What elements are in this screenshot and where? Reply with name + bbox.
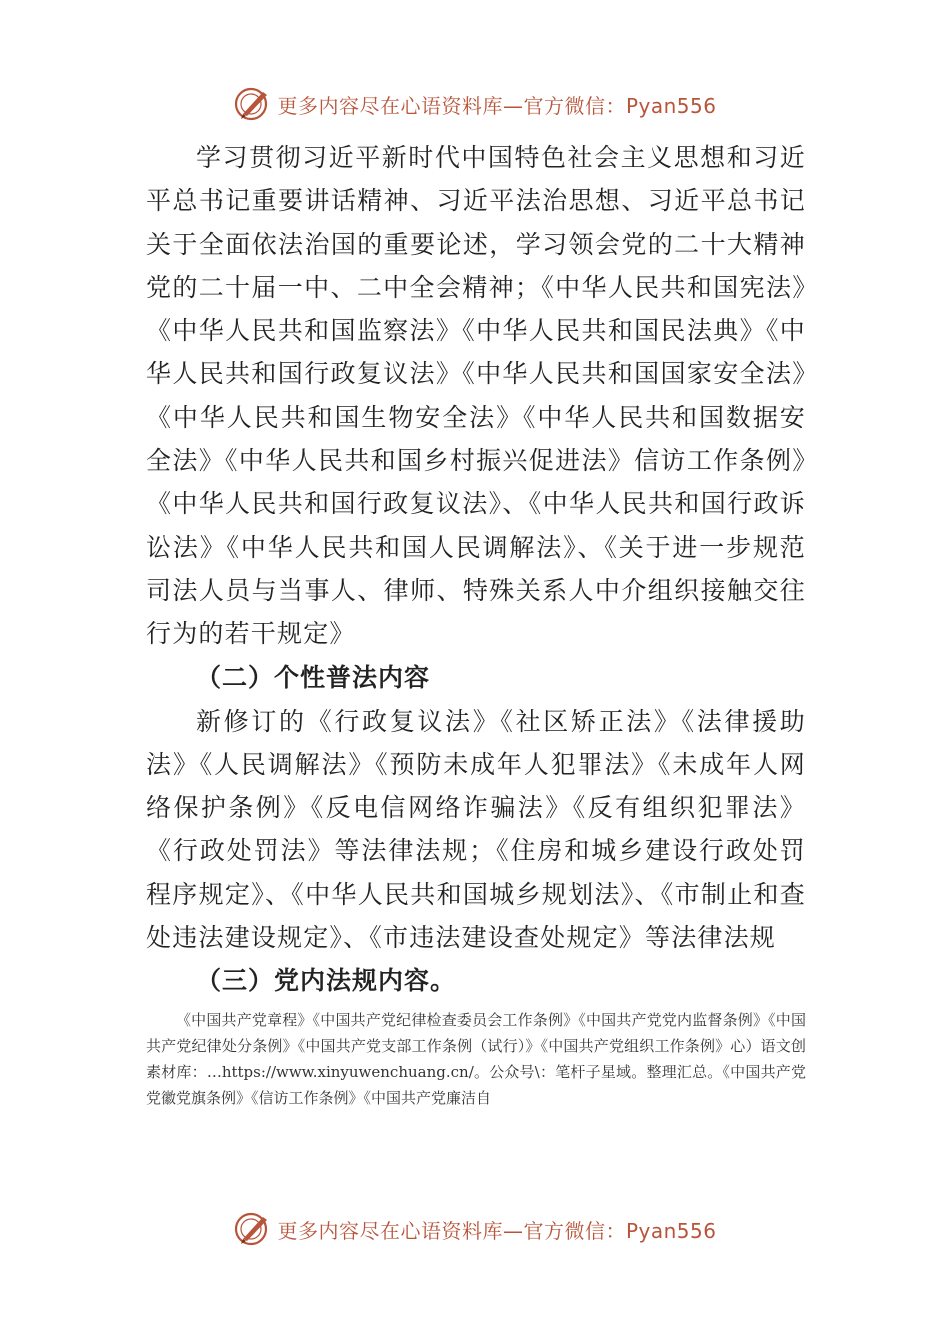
section-heading-3: （三）党内法规内容。 — [196, 966, 457, 996]
banner-inner — [233, 84, 716, 124]
pen-logo-icon — [233, 84, 273, 124]
footer-banner — [0, 1209, 950, 1249]
personal-law-paragraph: 新修订的《行政复议法》《社区矫正法》《法律援助法》《人民调解法》《预防未成年人犯罪法》《未成年人网络保护条例》《反电信网络诈骗法》《反有组织犯罪法》《行政处罚法》等法律法规；《住房和城乡建设行政处罚程序规定》、《中华人民共和国城乡规划法》、《市制止和查处违法建设规定》、《市违法建设查处规定》等法律法规 — [146, 706, 806, 953]
pen-logo-icon — [233, 1209, 273, 1249]
document-body — [146, 136, 806, 1111]
banner-text: 更多内容尽在心语资料库—官方微信：Pyan556 — [277, 1218, 717, 1243]
party-regulations-paragraph: 《中国共产党章程》《中国共产党纪律检查委员会工作条例》《中国共产党党内监督条例》《中国共产党纪律处分条例》《中国共产党支部工作条例（试行）》《中国共产党组织工作条例》心）语文创素材库：…https://www.xinyuwenchuang.cn/。公众号\：笔杆子星域。整理汇总。《中国共产党党徽党旗条例》《信访工作条例》《中国共产党廉洁自 — [146, 1011, 806, 1108]
header-banner — [0, 84, 950, 124]
banner-text: 更多内容尽在心语资料库—官方微信：Pyan556 — [277, 93, 717, 118]
section-heading-2: （二）个性普法内容 — [196, 662, 431, 692]
banner-inner — [233, 1209, 716, 1249]
intro-paragraph: 学习贯彻习近平新时代中国特色社会主义思想和习近平总书记重要讲话精神、习近平法治思想、习近平总书记关于全面依法治国的重要论述，学习领会党的二十大精神党的二十届一中、二中全会精神；《中华人民共和国宪法》《中华人民共和国监察法》《中华人民共和国民法典》《中华人民共和国行政复议法》《中华人民共和国国家安全法》《中华人民共和国生物安全法》《中华人民共和国数据安全法》《中华人民共和国乡村振兴促进法》信访工作条例》《中华人民共和国行政复议法》、《中华人民共和国行政诉讼法》《中华人民共和国人民调解法》、《关于进一步规范司法人员与当事人、律师、特殊关系人中介组织接触交往行为的若干规定》 — [146, 143, 806, 649]
